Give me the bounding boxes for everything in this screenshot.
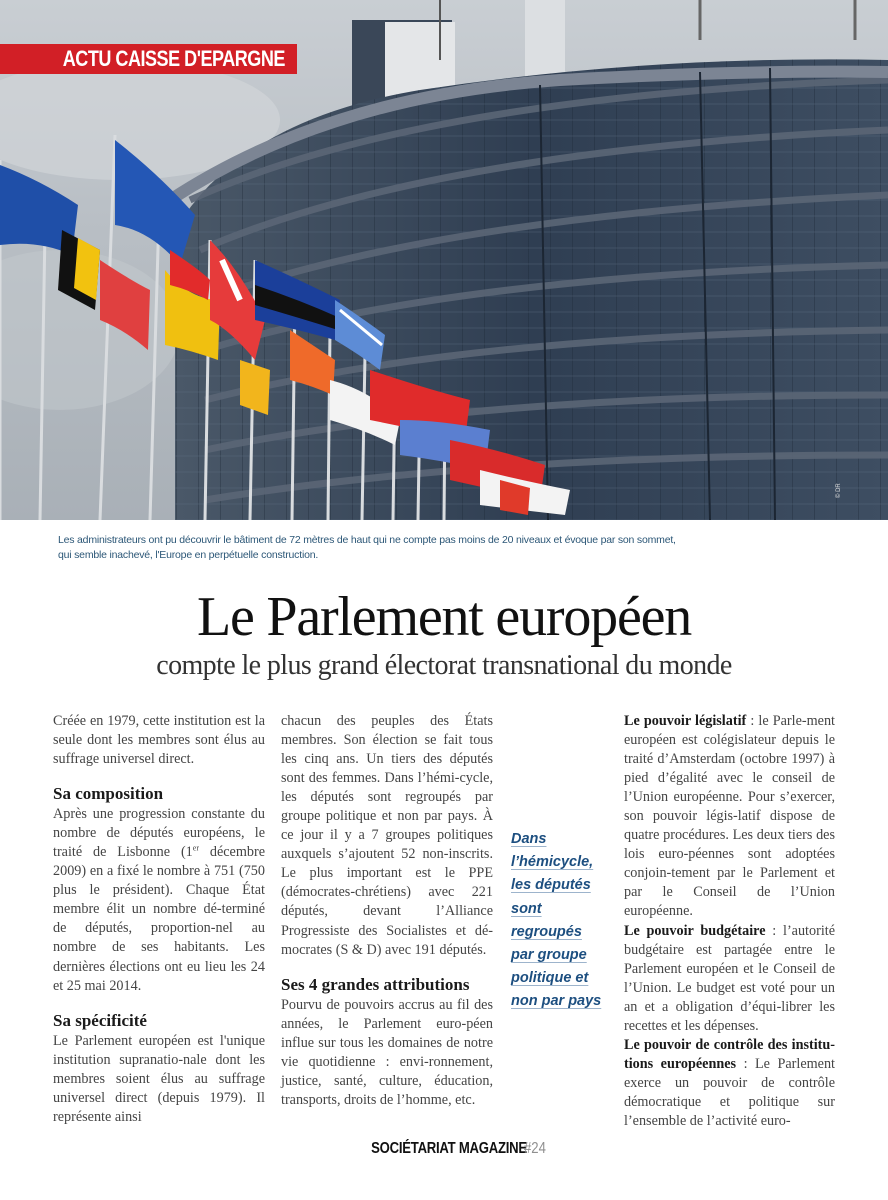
controle-paragraph [624, 1036, 835, 1131]
attributions-paragraph: Pourvu de pouvoirs accrus au fil des années, le Parlement euro-péen influe sur tous les domaines de notre vie quotidienne : envi-ronnement, justice, santé, culture, éducation, transports, droits de l’homme, etc. [281, 996, 493, 1108]
caption-line-2: qui semble inachevé, l'Europe en perpétuelle construction. [58, 549, 319, 561]
pull-quote-line: politique et [511, 970, 589, 987]
article-column-3 [624, 712, 835, 1131]
heading-attributions: Ses 4 grandes attributions [281, 974, 470, 994]
hero-photo [0, 0, 888, 520]
pull-quote-line: les députés [511, 877, 591, 894]
budgetaire-label: Le pouvoir budgétaire [624, 922, 766, 939]
legislatif-text: : le Parle-ment européen est colégislateur depuis le traité d’Amsterdam (octobre 1997) à pied d’égalité avec le conseil de l’Union européenne. Pour s’exercer, son pouvoir légis-latif dispose de quatre procédures. Les deux tiers des lois euro-péennes sont adoptées conjoin-tement par le Parlement et par le Conseil de l’Union européenne. [624, 713, 835, 920]
pull-quote-line: sont [511, 900, 542, 917]
pull-quote [511, 828, 611, 1014]
continued-paragraph: chacun des peuples des États membres. Son élection se fait tous les cinq ans. Un tiers des députés sont des femmes. Dans l’hémi-cycle, les députés sont regroupés par groupe politique et non par pays. À ce jour il y a 7 groupes politiques auxquels s’ajoutent 52 non-inscrits. Le plus important est le PPE (démocrates-chrétiens) avec 221 députés, devant l’Alliance Progressiste des Socialistes et dé-mocrates (S & D) avec 191 députés. [281, 713, 493, 958]
composition-text-a: Après une progression constante du nombre de députés européens, le traité de Lisbonne (1 [53, 806, 265, 861]
photo-caption [58, 533, 838, 563]
legislatif-label: Le pouvoir législatif [624, 713, 747, 729]
budgetaire-text: : l’autorité budgétaire est partagée entre le Parlement européen et le Conseil de l’Union. Le budget est voté pour un an et a obligation d’équi-librer les recettes et les dépenses. [624, 922, 835, 1034]
issue-number: #24 [523, 1140, 546, 1157]
legislatif-paragraph [624, 712, 835, 922]
pull-quote-line: l’hémicycle, [511, 854, 594, 871]
article-subtitle: compte le plus grand électorat transnational du monde [156, 650, 732, 681]
composition-text-b: décembre 2009) en a fixé le nombre à 751 (750 plus le président). Chaque État membre élit un nombre dé-terminé de députés, proportion-nel au nombre de ses habitants. Les dernières élections ont eu lieu les 24 et 25 mai 2014. [53, 844, 266, 994]
section-rubric-label: ACTU CAISSE D'EPARGNE [62, 46, 285, 71]
page-footer [0, 1138, 888, 1160]
pull-quote-line: par groupe [511, 947, 587, 964]
pull-quote-line: Dans [511, 831, 547, 847]
pull-quote-line: regroupés [511, 923, 582, 940]
section-rubric [0, 44, 297, 74]
controle-label: Le pouvoir de contrôle des institu-tions européennes [624, 1036, 835, 1072]
parliament-building-illustration [0, 0, 888, 520]
pull-quote-line: non par pays [511, 993, 602, 1010]
caption-line-1: Les administrateurs ont pu découvrir le bâtiment de 72 mètres de haut qui ne compte pas moins de 20 niveaux et évoque par son sommet, [58, 534, 676, 546]
article-title: Le Parlement européen [196, 586, 692, 648]
specificite-paragraph: Le Parlement européen est l'unique institution supranatio-nale dont les membres soient élus au suffrage universel direct (depuis 1979). Il représente ainsi [53, 1032, 265, 1125]
budgetaire-paragraph [624, 922, 835, 1036]
article-column-2 [281, 712, 493, 1110]
intro-paragraph: Créée en 1979, cette institution est la seule dont les membres sont élus au suffrage universel direct. [53, 713, 265, 768]
controle-text: : Le Parlement exerce un pouvoir de contrôle démocratique et politique sur l’ensemble de l’activité euro- [624, 1055, 835, 1129]
heading-specificite: Sa spécificité [53, 1010, 147, 1030]
article-column-1 [53, 712, 265, 1127]
composition-paragraph [53, 805, 265, 995]
magazine-name: SOCIÉTARIAT MAGAZINE [371, 1140, 528, 1157]
heading-composition: Sa composition [53, 784, 164, 804]
photo-credit: © DR [836, 483, 842, 498]
ordinal-superscript: er [192, 843, 199, 853]
